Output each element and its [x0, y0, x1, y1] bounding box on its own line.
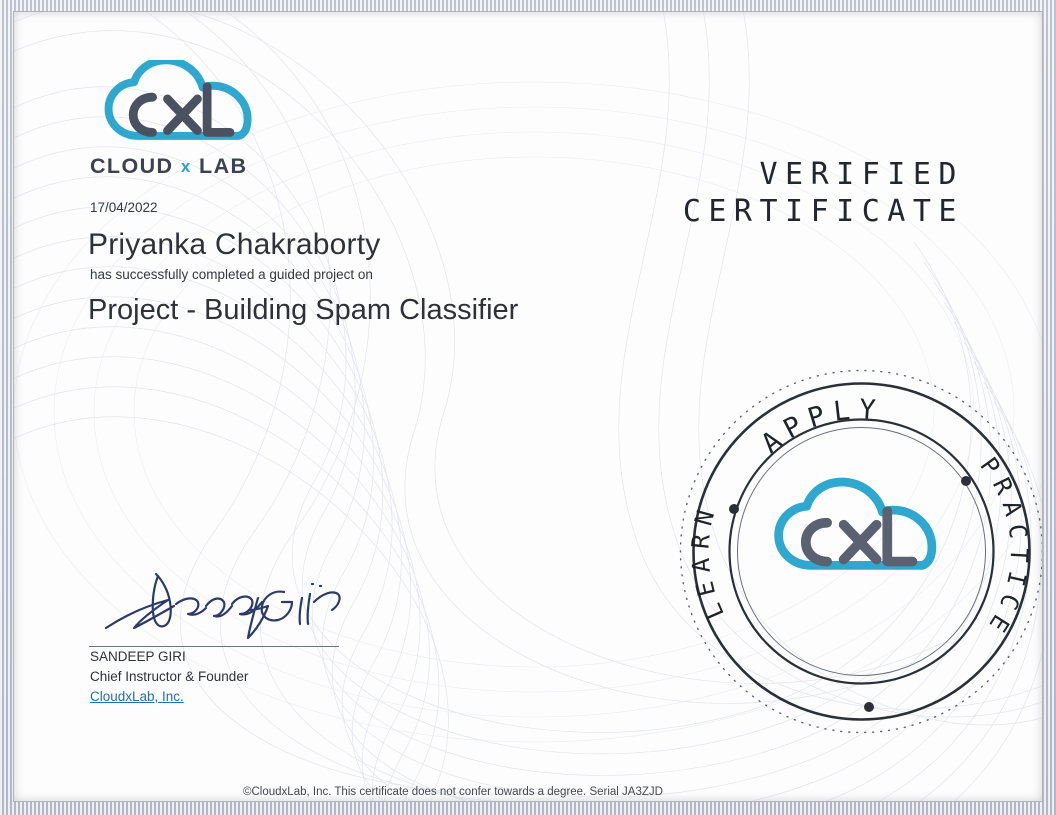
- course-title: Project - Building Spam Classifier: [88, 294, 519, 326]
- certificate-heading: [683, 157, 964, 230]
- cloudxlab-cloud-logo-icon: [98, 60, 274, 152]
- signatory-role: Chief Instructor & Founder: [90, 669, 249, 684]
- seal-word-apply: APPLY: [755, 394, 885, 460]
- completion-statement: has successfully completed a guided project on: [90, 267, 373, 282]
- brand-word-cloud: CLOUD: [90, 154, 174, 178]
- certificate-footer: [14, 786, 1042, 798]
- certificate-seal: [674, 364, 1042, 739]
- signatory-name: SANDEEP GIRI: [90, 649, 186, 664]
- seal-word-practice: PRACTICE: [974, 452, 1034, 644]
- certificate-page: [14, 12, 1042, 801]
- heading-line-verified: VERIFIED: [759, 157, 964, 192]
- brand-word-lab: LAB: [199, 154, 248, 178]
- handwritten-signature-image: [98, 542, 358, 652]
- heading-line-certificate: CERTIFICATE: [682, 193, 964, 229]
- brand-logo-wordmark: [90, 154, 290, 179]
- brand-logo: [90, 60, 290, 179]
- brand-word-x: x: [180, 157, 192, 176]
- recipient-name: Priyanka Chakraborty: [88, 228, 381, 261]
- signature-rule: [89, 646, 339, 647]
- signatory-company-link[interactable]: CloudxLab, Inc.: [90, 689, 184, 704]
- issue-date: 17/04/2022: [90, 200, 158, 215]
- seal-word-learn: LEARN: [686, 499, 730, 624]
- footer-text: ©CloudxLab, Inc. This certificate does not confer towards a degree. Serial JA3ZJD: [243, 786, 663, 798]
